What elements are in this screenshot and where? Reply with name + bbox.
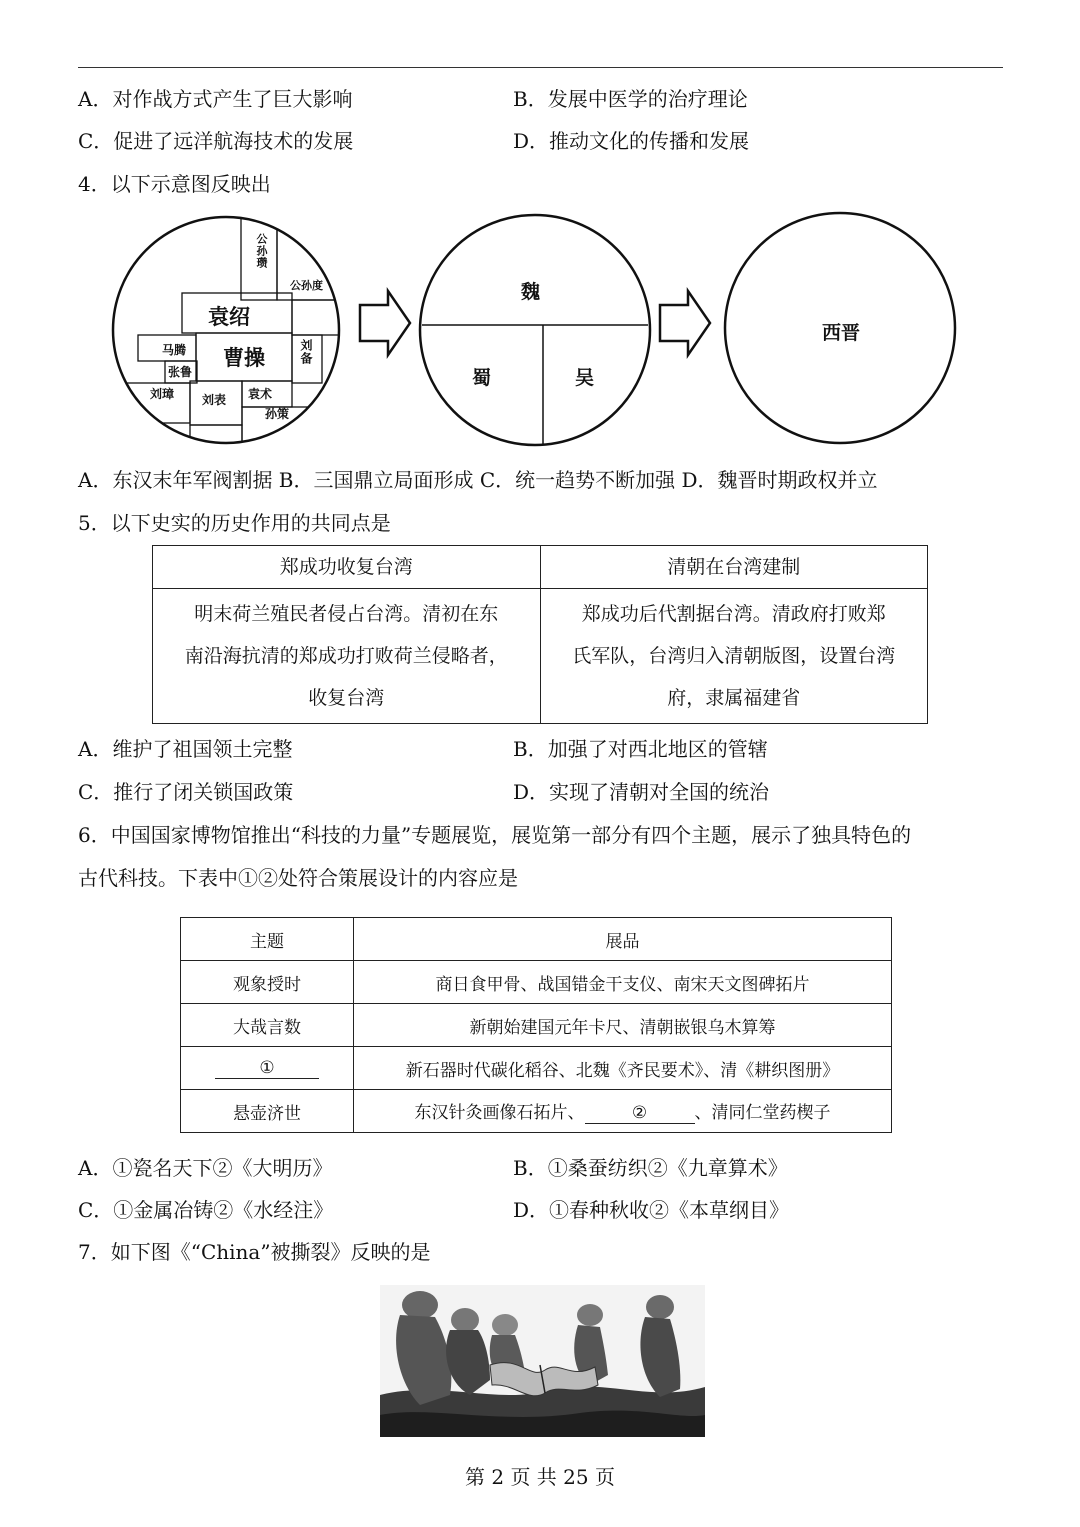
label-mateng: 马腾	[162, 343, 187, 357]
label-yuanshao: 袁绍	[208, 304, 250, 329]
label-wei: 魏	[521, 281, 541, 303]
arrow-2	[660, 291, 710, 355]
q4-options: A．东汉末年军阀割据 B．三国鼎立局面形成 C．统一趋势不断加强 D．魏晋时期政权并立	[78, 468, 878, 492]
q6-stem-line1: 6．中国国家博物馆推出“科技的力量”专题展览，展览第一部分有四个主题，展示了独具特色的	[78, 823, 912, 847]
q5-col2-cell	[540, 589, 928, 724]
q3-option-d: D．推动文化的传播和发展	[513, 129, 750, 153]
q5-col2-line: 府，隶属福建省	[667, 687, 801, 709]
q5-option-b: B．加强了对西北地区的管辖	[513, 737, 768, 761]
label-liubiao: 刘表	[202, 393, 227, 407]
q5-stem: 5．以下史实的历史作用的共同点是	[78, 511, 391, 535]
q5-col1-line: 南沿海抗清的郑成功打败荷兰侵略者，	[184, 645, 508, 667]
q5-col1-cell	[153, 589, 541, 724]
table-row	[181, 1047, 892, 1090]
q5-col2-line: 氏军队，台湾归入清朝版图，设置台湾	[572, 645, 896, 667]
q3-option-c: C．促进了远洋航海技术的发展	[78, 129, 354, 153]
label-xijin: 西晋	[822, 322, 861, 344]
q6-option-c: C．①金属冶铸②《水经注》	[78, 1198, 334, 1222]
blank-2: ②	[585, 1103, 695, 1124]
label-gongsunzan: 公孙瓒	[255, 233, 268, 269]
cartoon-china-torn-image	[380, 1285, 705, 1437]
q6-stem-line2: 古代科技。下表中①②处符合策展设计的内容应是	[78, 866, 518, 890]
arrow-1	[360, 291, 410, 355]
q5-option-a: A．维护了祖国领土完整	[78, 737, 293, 761]
q7-stem: 7．如下图《“China”被撕裂》反映的是	[78, 1240, 431, 1264]
q5-table	[152, 545, 928, 724]
q5-option-c: C．推行了闭关锁国政策	[78, 780, 294, 804]
blank-1: ①	[215, 1058, 319, 1079]
q5-col1-header: 郑成功收复台湾	[153, 546, 541, 589]
q3-option-b: B．发展中医学的治疗理论	[513, 87, 748, 111]
q5-col2-line: 郑成功后代割据台湾。清政府打败郑	[581, 603, 886, 625]
q6-items-post: 、清同仁堂药楔子	[694, 1103, 831, 1123]
circle-three-kingdoms	[420, 215, 650, 445]
q6-header-items: 展品	[354, 918, 892, 961]
label-zhanglu: 张鲁	[168, 365, 193, 379]
label-gongsundu: 公孙度	[290, 279, 323, 292]
table-row	[181, 961, 892, 1004]
label-liubei: 刘备	[299, 339, 313, 365]
q6-theme-cell	[181, 1047, 354, 1090]
q5-col1-line: 明末荷兰殖民者侵占台湾。清初在东	[194, 603, 499, 625]
q6-option-b: B．①桑蚕纺织②《九章算术》	[513, 1156, 788, 1180]
q6-items-cell: 新石器时代碳化稻谷、北魏《齐民要术》、清《耕织图册》	[354, 1047, 892, 1090]
q4-diagram	[110, 205, 980, 455]
q3-option-a: A．对作战方式产生了巨大影响	[78, 87, 353, 111]
page-footer: 第 2 页 共 25 页	[465, 1465, 615, 1489]
label-yuanshu: 袁术	[248, 387, 273, 401]
q6-option-d: D．①春种秋收②《本草纲目》	[513, 1198, 790, 1222]
label-shu: 蜀	[472, 367, 492, 389]
q6-theme-cell: 悬壶济世	[181, 1090, 354, 1133]
q6-theme-cell: 大哉言数	[181, 1004, 354, 1047]
q5-option-d: D．实现了清朝对全国的统治	[513, 780, 770, 804]
q6-header-theme: 主题	[181, 918, 354, 961]
q6-items-cell: 新朝始建国元年卡尺、清朝嵌银乌木算筹	[354, 1004, 892, 1047]
q5-col1-line: 收复台湾	[308, 687, 385, 709]
label-caocao: 曹操	[223, 345, 265, 370]
q6-items-pre: 东汉针灸画像石拓片、	[414, 1103, 585, 1123]
q6-theme-cell: 观象授时	[181, 961, 354, 1004]
q6-items-cell: 商日食甲骨、战国错金干支仪、南宋天文图碑拓片	[354, 961, 892, 1004]
label-sunce: 孙策	[265, 407, 290, 421]
table-row	[181, 1090, 892, 1133]
q6-option-a: A．①瓷名天下②《大明历》	[78, 1156, 333, 1180]
q4-stem: 4．以下示意图反映出	[78, 172, 271, 196]
cartoon-svg	[380, 1285, 705, 1437]
label-liuzhang: 刘璋	[150, 387, 175, 401]
q6-table	[180, 917, 892, 1133]
q5-col2-header: 清朝在台湾建制	[540, 546, 928, 589]
table-row	[181, 1004, 892, 1047]
header-rule	[78, 67, 1003, 68]
label-wu: 吴	[575, 367, 595, 389]
q6-items-cell	[354, 1090, 892, 1133]
